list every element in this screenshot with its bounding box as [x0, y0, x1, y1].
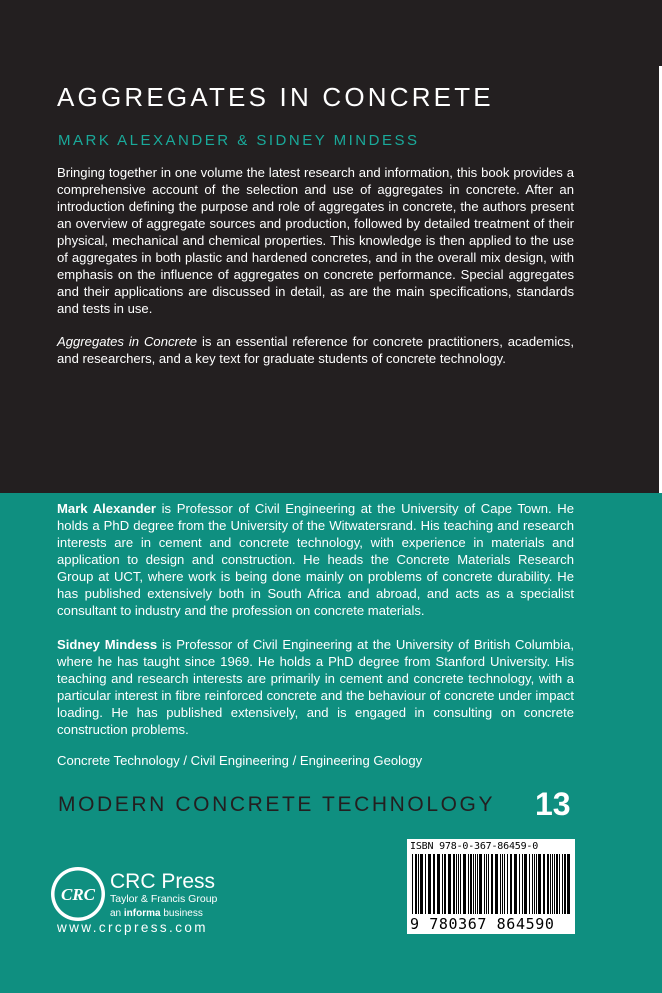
- author1-bio-text: is Professor of Civil Engineering at the University of Cape Town. He holds a PhD degree from the University of the Witwatersrand. His teaching and research interests are in cement and concrete technology, with experience in materials and application to design and construction. He heads the Concrete Materials Research Group at UCT, where work is being done mainly on problems of concrete durability. He has published extensively both in South Africa and abroad, and acts as a specialist consultant to industry and the profession on concrete materials.: [57, 501, 574, 618]
- blurb-paragraph-2-text: is an essential reference for concrete practitioners, academics, and researchers, and a key text for graduate students of concrete technology.: [57, 334, 574, 366]
- barcode-bar: [532, 854, 533, 914]
- barcode-digits: 9 780367 864590: [410, 915, 555, 933]
- publisher-name: CRC Press: [110, 870, 216, 893]
- publisher-website: www.crcpress.com: [57, 920, 208, 935]
- subject-categories: Concrete Technology / Civil Engineering / Engineering Geology: [57, 753, 423, 768]
- barcode-bar: [567, 854, 570, 914]
- barcode-bar: [495, 854, 498, 914]
- barcode-bar: [477, 854, 478, 914]
- barcode-bar: [425, 854, 426, 914]
- barcode-bar: [475, 854, 476, 914]
- barcode-bar: [556, 854, 558, 914]
- barcode-bar: [484, 854, 485, 914]
- barcode-bar: [486, 854, 487, 914]
- barcode-bar: [547, 854, 549, 914]
- business-suffix: business: [160, 908, 203, 919]
- barcode-bar: [529, 854, 530, 914]
- isbn-label: ISBN 978-0-367-86459-0: [410, 841, 539, 852]
- blurb-book-title: Aggregates in Concrete: [57, 334, 198, 349]
- crc-logo-icon: [50, 866, 106, 922]
- barcode-bar: [552, 854, 553, 914]
- barcode-bar: [543, 854, 545, 914]
- business-prefix: an: [110, 908, 124, 919]
- barcode-bar: [428, 854, 431, 914]
- barcode-bar: [458, 854, 459, 914]
- barcode-bar: [562, 854, 563, 914]
- barcode-bar: [514, 854, 517, 914]
- barcode-bar: [536, 854, 537, 914]
- author-bio-mindess: [57, 636, 574, 738]
- barcode-bar: [420, 854, 423, 914]
- barcode-bar: [437, 854, 440, 914]
- series-name: MODERN CONCRETE TECHNOLOGY: [58, 793, 496, 816]
- author2-name: Sidney Mindess: [57, 637, 158, 652]
- barcode-bar: [559, 854, 560, 914]
- author2-bio-text: is Professor of Civil Engineering at the University of British Columbia, where he has taught since 1969. He holds a PhD degree from Stanford University. His teaching and research interests are primarily in cement and concrete technology, with a particular interest in fibre reinforced concrete and the behaviour of concrete under impact loading. He has published extensively, and is engaged in consulting on concrete construction problems.: [57, 637, 574, 737]
- barcode-bar: [412, 854, 413, 914]
- barcode-bar: [522, 854, 523, 914]
- barcode-bar: [444, 854, 446, 914]
- isbn-barcode: [407, 839, 575, 934]
- barcode-bar: [415, 854, 417, 914]
- barcode-bar: [442, 854, 443, 914]
- barcode-bar: [448, 854, 451, 914]
- business-brand: informa: [123, 908, 161, 919]
- barcode-bar: [433, 854, 435, 914]
- barcode-bar: [502, 854, 503, 914]
- barcode-bar: [524, 854, 527, 914]
- barcode-bar: [510, 854, 512, 914]
- author1-name: Mark Alexander: [57, 501, 157, 516]
- barcode-bar: [534, 854, 535, 914]
- dark-panel: [0, 0, 662, 493]
- barcode-bar: [507, 854, 508, 914]
- book-authors: MARK ALEXANDER & SIDNEY MINDESS: [58, 132, 420, 149]
- barcode-bar: [418, 854, 419, 914]
- barcode-bar: [519, 854, 520, 914]
- series-number: 13: [535, 786, 571, 822]
- barcode-bar: [456, 854, 457, 914]
- barcode-bar: [479, 854, 482, 914]
- blurb-paragraph-2: [57, 333, 574, 367]
- barcode-bar: [550, 854, 551, 914]
- crc-logo-text: CRC: [60, 885, 96, 904]
- barcode-bar: [504, 854, 505, 914]
- publisher-group: Taylor & Francis Group: [110, 893, 218, 905]
- barcode-bar: [491, 854, 493, 914]
- barcode-bar: [473, 854, 474, 914]
- barcode-bar: [564, 854, 566, 914]
- barcode-bar: [500, 854, 501, 914]
- barcode-bar: [554, 854, 555, 914]
- blurb-paragraph-1: Bringing together in one volume the latest research and information, this book provides a comprehensive account of the selection and use of aggregates in concrete. After an introduction defining the purpose and role of aggregates in concrete, the authors present an overview of aggregate sources and production, followed by detailed treatment of their physical, mechanical and chemical properties. This knowledge is then applied to the use of aggregates in both plastic and hardened concretes, and in the overall mix design, with emphasis on the influence of aggregates on concrete performance. Special aggregates and their applications are discussed in detail, as are the main specifications, standards and tests in use.: [57, 165, 574, 316]
- barcode-bar: [453, 854, 455, 914]
- publisher-business: [110, 908, 203, 919]
- barcode-bar: [470, 854, 472, 914]
- author-bio-alexander: [57, 500, 574, 619]
- barcode-bar: [460, 854, 461, 914]
- barcode-bar: [538, 854, 541, 914]
- barcode-bar: [468, 854, 469, 914]
- barcode-bars: [410, 854, 572, 914]
- book-title: AGGREGATES IN CONCRETE: [57, 82, 494, 112]
- barcode-bar: [488, 854, 489, 914]
- barcode-bar: [463, 854, 466, 914]
